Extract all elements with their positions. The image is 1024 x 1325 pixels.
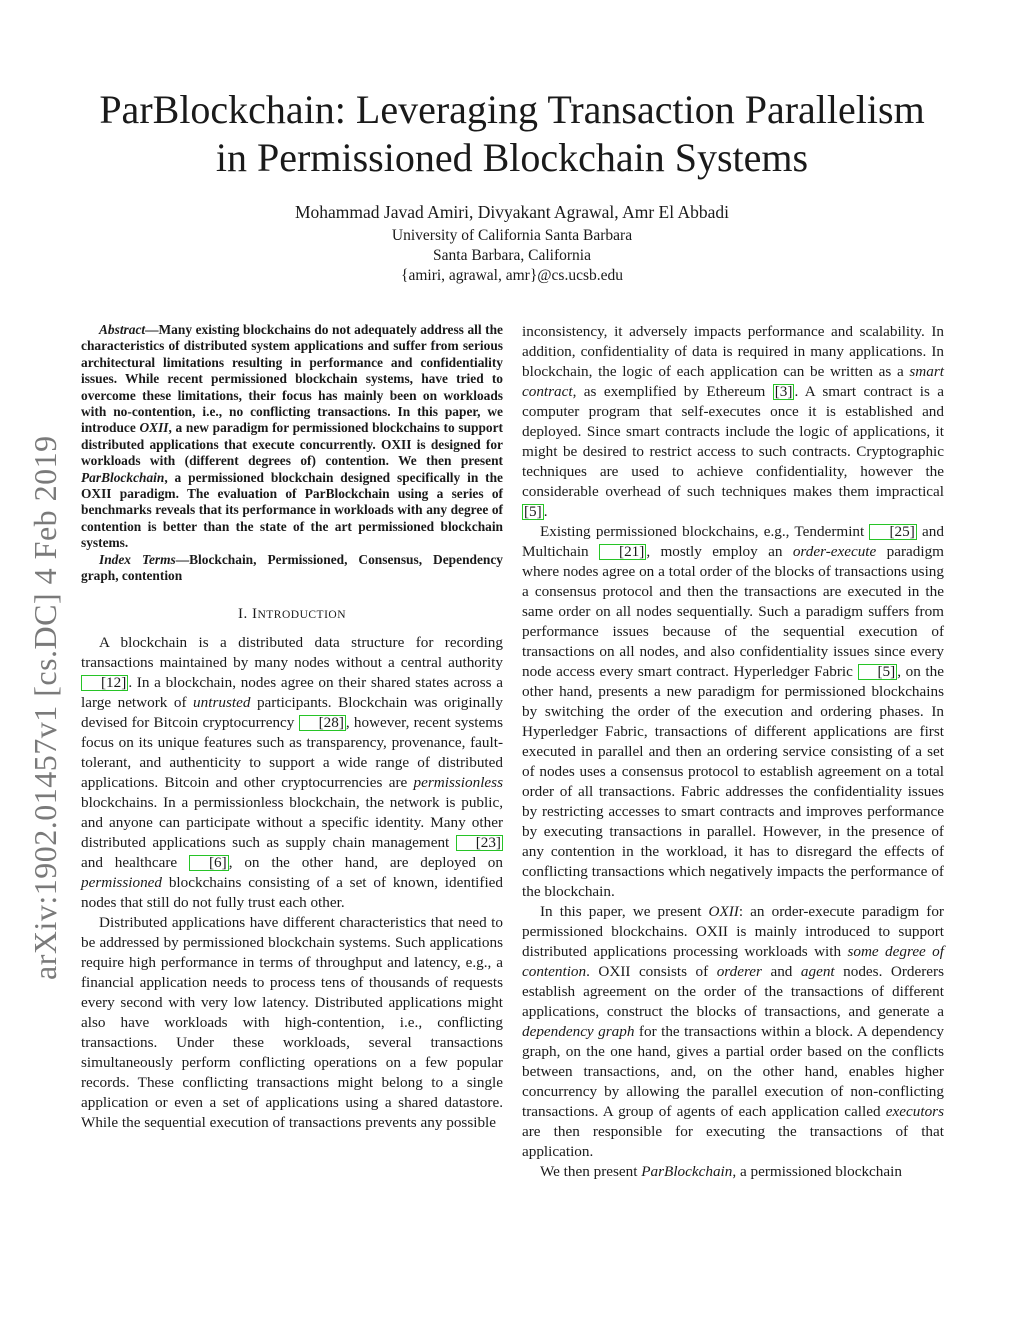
title-line-2: in Permissioned Blockchain Systems — [215, 135, 809, 180]
citation-link[interactable]: [28] — [299, 715, 346, 731]
text-run: inconsistency, it adversely impacts performance and scalability. In addition, confidentiality of data is required in many applications. In blockchain, the logic of each application can be written as a — [522, 323, 944, 380]
paper-title — [60, 86, 964, 182]
abstract-text-c: , a permissioned blockchain designed specifically in the OXII paradigm. The evaluation of ParBlockchain using a series of benchmarks reveals that its performance in workloads with any degree of contention is better than the state of the art permissioned blockchain systems. — [81, 469, 503, 551]
left-column — [81, 322, 503, 1133]
right-column — [522, 322, 944, 1182]
emphasis: order-execute — [792, 543, 877, 560]
location: Santa Barbara, California — [433, 247, 591, 264]
text-run: . — [543, 503, 548, 520]
citation-link[interactable]: [23] — [456, 835, 503, 851]
intro-paragraph-2: Distributed applications have different characteristics that need to be addressed by permissioned blockchain systems. Such applications require high performance in terms of throughput and latency, e.g., a financial application needs to process tens of thousands of requests every second with very low latency. Distributed applications might also have workloads with high-contention, i.e., conflicting transactions. Under these workloads, several transactions simultaneously perform conflicting operations on a few popular records. These conflicting transactions might belong to a single application or even a set of applications using a shared datastore. While the sequential execution of transactions prevents any possible — [81, 913, 503, 1131]
text-run: , however, recent systems focus on its unique features such as transparency, provenance, fault-tolerant, and authenticity to support a wide range of distributed applications. Bitcoin and other cryptocurrencies are — [81, 713, 503, 791]
text-run: and Multichain — [522, 523, 944, 560]
citation-link[interactable]: [12] — [81, 675, 128, 691]
text-run: , as exemplified by Ethereum — [572, 383, 773, 400]
emphasis: permissioned — [81, 873, 162, 891]
abstract-label: Abstract — [99, 322, 146, 337]
text-run: , a permissioned blockchain — [732, 1163, 902, 1180]
emphasis: agent — [800, 963, 835, 980]
text-run: A blockchain is a distributed data structure for recording transactions maintained by many nodes without a central authority — [81, 633, 503, 671]
abstract-text-b: , a new paradigm for permissioned blockchains to support distributed applications that execute concurrently. OXII is designed for workloads with (different degrees of) contention. We then present — [81, 420, 504, 469]
section-title-rest: NTRODUCTION — [257, 608, 347, 621]
text-run: blockchains consisting of a set of known, identified nodes that still do not fully trust each other. — [81, 873, 503, 911]
emphasis: OXII — [708, 903, 739, 920]
affiliation: University of California Santa Barbara — [391, 227, 633, 244]
emphasis: permissionless — [413, 773, 503, 791]
text-run: In this paper, we present — [540, 903, 709, 920]
index-terms-label: Index Terms — [99, 551, 176, 567]
author-emails: {amiri, agrawal, amr}@cs.ucsb.edu — [401, 267, 623, 284]
text-run: and — [761, 963, 801, 980]
emphasis: some degree of contention — [522, 943, 944, 980]
text-run: participants. Blockchain was originally devised for Bitcoin cryptocurrency — [81, 693, 503, 731]
text-run: blockchains. In a permissionless blockchain, the network is public, and anyone can participate without a specific identity. Many other distributed applications such as supply chain management — [81, 793, 503, 851]
text-run: Existing permissioned blockchains, e.g., Tendermint — [540, 523, 870, 540]
abstract-text-a: Many existing blockchains do not adequately address all the characteristics of distributed system applications and suffer from serious architectural limitations resulting in performance and confidentiality issues. While recent permissioned blockchain systems, have tried to overcome these limitations, their focus has mainly been on workloads with no-contention, i.e., no conflicting transactions. In this paper, we introduce — [81, 322, 503, 436]
text-run: : an order-execute paradigm for permissioned blockchains. OXII is mainly introduced to support distributed applications processing workloads with — [522, 903, 944, 960]
index-terms — [81, 552, 503, 585]
text-run: , on the other hand, are deployed on — [228, 853, 503, 871]
intro-paragraph-5 — [522, 1162, 944, 1182]
abstract-dash: — — [145, 322, 159, 337]
emphasis: ParBlockchain — [641, 1163, 733, 1180]
text-run: . A smart contract is a computer program that self-executes once it is established and deployed. Since smart contracts include the logic of applications, it might be desired to restrict access to such contracts. Cryptographic techniques are used to achieve confidentiality, however the considerable overhead of such techniques makes them impractical — [522, 383, 944, 500]
text-run: are then responsible for executing the transactions of that application. — [522, 1123, 944, 1160]
text-run: , on the other hand, presents a new paradigm for permissioned blockchains by switching the order of the execution and ordering phases. In Hyperledger Fabric, transactions of different applications are first executed in parallel and then an ordering service consisting of a set of nodes uses a consensus protocol to establish agreement on a total order of all transactions. Fabric addresses the confidentiality issues by restricting accesses to smart contracts and improves performance by executing transactions in parallel. However, in the presence of any contention in the workload, it has to disregard the effects of conflicting transactions which negatively impacts the performance of the blockchain. — [522, 663, 944, 900]
index-terms-text: —Blockchain, Permissioned, Consensus, Dependency graph, contention — [81, 551, 503, 584]
citation-link[interactable]: [5] — [524, 503, 542, 520]
citation-link[interactable]: [3] — [774, 383, 793, 400]
abstract-oxii: OXII — [139, 420, 169, 436]
text-run: We then present — [540, 1163, 642, 1180]
text-run: , mostly employ an — [646, 543, 793, 560]
text-run: . In a blockchain, nodes agree on their shared states across a large network of — [81, 673, 503, 711]
text-run: and healthcare — [81, 853, 189, 871]
intro-paragraph-4 — [522, 902, 944, 1162]
text-run: . OXII consists of — [586, 963, 717, 980]
intro-paragraph-1 — [81, 633, 503, 913]
title-line-1: ParBlockchain: Leveraging Transaction Parallelism — [99, 87, 925, 132]
section-title-initial: I — [251, 605, 258, 622]
citation-link[interactable]: [21] — [599, 544, 646, 560]
emphasis: untrusted — [193, 693, 251, 711]
abstract — [81, 322, 503, 552]
text-run: for the transactions within a block. A dependency graph, on the one hand, gives a partial order based on the conflicts between transactions, and, on the other hand, enables higher concurrency by allowing the parallel execution of non-conflicting transactions. A group of agents of each application called — [522, 1023, 945, 1120]
abstract-parblockchain: ParBlockchain — [81, 469, 165, 485]
citation-link[interactable]: [25] — [869, 524, 916, 540]
text-run: nodes. Orderers establish agreement on the order of the transactions of different applications, construct the blocks of transactions, and generate a — [522, 963, 944, 1020]
emphasis: smart contract — [522, 363, 944, 400]
intro-paragraph-3 — [522, 522, 944, 902]
section-number: I. — [237, 605, 252, 622]
citation-link[interactable]: [6] — [189, 855, 229, 871]
emphasis: orderer — [716, 963, 762, 980]
section-heading-introduction — [81, 604, 503, 625]
intro-paragraph-2-cont — [522, 322, 944, 522]
author-list: Mohammad Javad Amiri, Divyakant Agrawal, Amr El Abbadi — [294, 202, 730, 222]
arxiv-stamp: arXiv:1902.01457v1 [cs.DC] 4 Feb 2019 — [27, 435, 63, 980]
citation-link[interactable]: [5] — [858, 664, 898, 680]
emphasis: executors — [885, 1103, 944, 1120]
text-run: paradigm where nodes agree on a total order of the blocks of transactions using a consensus protocol and then the transactions are executed in the same order on all nodes sequentially. Such a paradigm suffers from performance issues because of the sequential execution of transactions on all nodes, and also confidentiality issues since every node access every smart contract. Hyperledger Fabric — [522, 543, 944, 680]
emphasis: dependency graph — [522, 1023, 635, 1040]
